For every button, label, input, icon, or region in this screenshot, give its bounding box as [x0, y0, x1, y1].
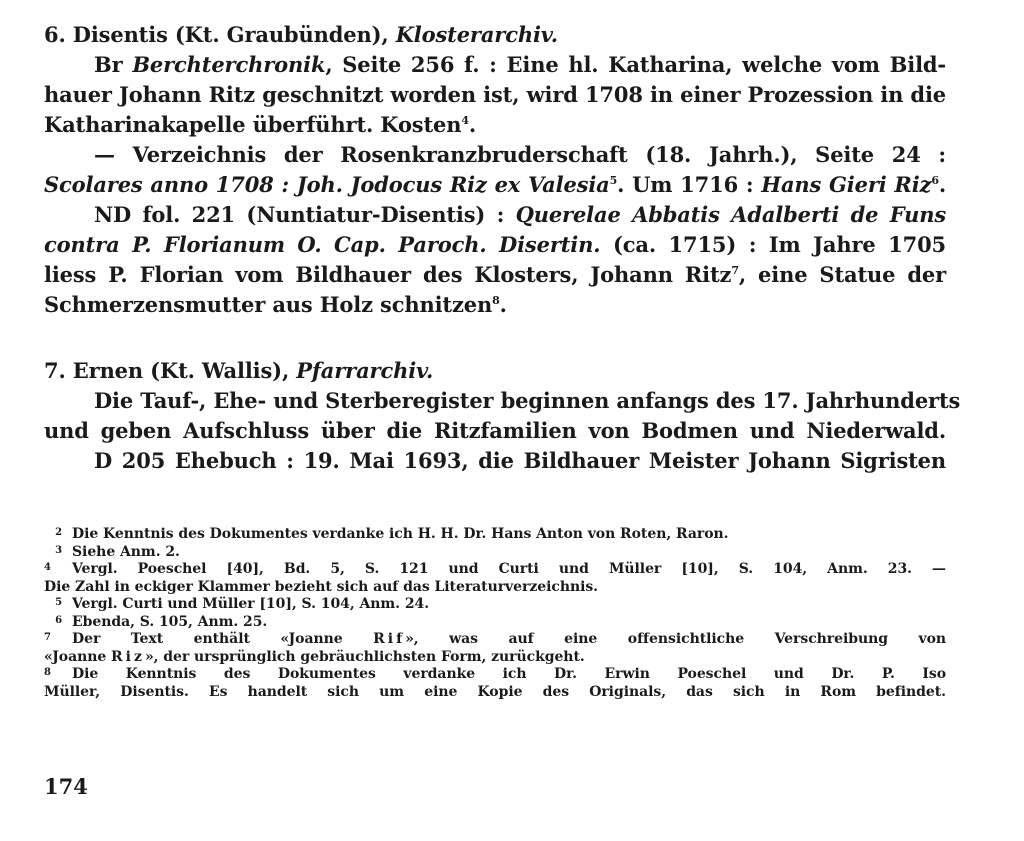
text-line: hauer Johann Ritz geschnitzt worden ist, wird 1708 in einer Prozession in die [44, 82, 946, 107]
footnote: 6 Ebenda, S. 105, Anm. 25. [55, 613, 268, 630]
text-line: Scolares anno 1708 : Joh. Jodocus Riz ex Valesia$^5$. Um 1716 : Hans Gieri Riz$^6$. [44, 172, 946, 197]
footnotes [44, 526, 946, 701]
section-ernen [44, 356, 961, 476]
text-line: Die Tauf-, Ehe- und Sterberegister beginnen anfangs des 17. Jahrhunderts [94, 388, 961, 413]
footnote: 8 Die Kenntnis des Dokumentes verdanke ich Dr. Erwin Poeschel und Dr. P. Iso [44, 666, 946, 682]
footnote-continuation: «Joanne Riz», der ursprünglich gebräuchlichsten Form, zurückgeht. [44, 648, 585, 665]
text-line: contra P. Florianum O. Cap. Paroch. Disertin. (ca. 1715) : Im Jahre 1705 [44, 232, 946, 257]
text-line: ND fol. 221 (Nuntiatur-Disentis) : Querelae Abbatis Adalberti de Funs [94, 202, 947, 227]
page-number: 174 [44, 774, 88, 799]
text-line: liess P. Florian vom Bildhauer des Klosters, Johann Ritz$^7$, eine Statue der [44, 262, 947, 287]
footnote: 5 Vergl. Curti und Müller [10], S. 104, Anm. 24. [55, 596, 430, 612]
footnote: 7 Der Text enthält «Joanne Rif», was auf eine offensichtliche Verschreibung von [44, 631, 946, 647]
text-line: und geben Aufschluss über die Ritzfamilien von Bodmen und Niederwald. [44, 418, 946, 443]
text-line: — Verzeichnis der Rosenkranzbruderschaft (18. Jahrh.), Seite 24 : [94, 142, 946, 167]
text-line: Br Berchterchronik, Seite 256 f. : Eine hl. Katharina, welche vom Bild- [94, 52, 946, 77]
footnote: 4 Vergl. Poeschel [40], Bd. 5, S. 121 und Curti und Müller [10], S. 104, Anm. 23. — [44, 561, 946, 577]
text-line: Schmerzensmutter aus Holz schnitzen$^8$. [44, 292, 507, 317]
footnote: 2 Die Kenntnis des Dokumentes verdanke ich H. H. Dr. Hans Anton von Roten, Raron. [55, 526, 729, 542]
section-disentis [44, 20, 946, 320]
text-line: D 205 Ehebuch : 19. Mai 1693, die Bildhauer Meister Johann Sigristen [94, 448, 946, 473]
section-heading: 7. Ernen (Kt. Wallis), Pfarrarchiv. [44, 358, 434, 383]
footnote-continuation: Müller, Disentis. Es handelt sich um eine Kopie des Originals, das sich in Rom befindet. [44, 683, 946, 700]
text-line: Katharinakapelle überführt. Kosten$^4$. [44, 112, 477, 137]
footnote-continuation: Die Zahl in eckiger Klammer bezieht sich auf das Literaturverzeichnis. [44, 578, 598, 595]
footnote: 3 Siehe Anm. 2. [55, 543, 180, 560]
section-heading: 6. Disentis (Kt. Graubünden), Klosterarchiv. [44, 22, 558, 47]
